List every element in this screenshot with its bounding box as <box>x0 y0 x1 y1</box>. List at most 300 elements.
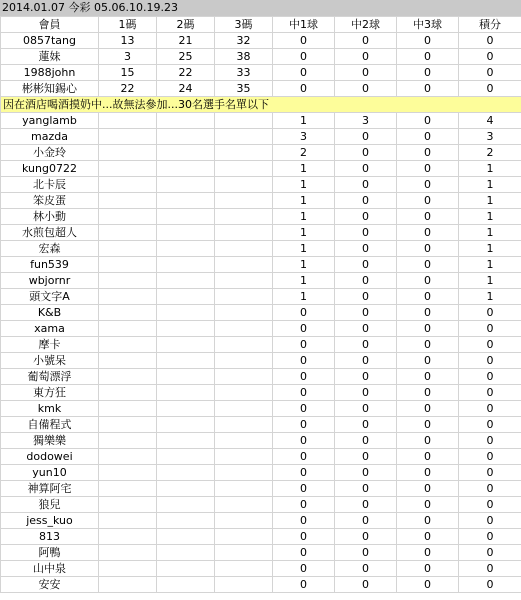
value-cell: 0 <box>335 433 397 449</box>
member-name-cell: 813 <box>1 529 99 545</box>
value-cell: 21 <box>157 33 215 49</box>
member-name-cell: 林小動 <box>1 209 99 225</box>
value-cell: 0 <box>397 129 459 145</box>
member-name-cell: 摩卡 <box>1 337 99 353</box>
value-cell <box>99 497 157 513</box>
value-cell: 1 <box>459 193 521 209</box>
note-section <box>1 97 521 113</box>
value-cell <box>99 289 157 305</box>
member-name-cell: 獨樂樂 <box>1 433 99 449</box>
value-cell <box>215 529 273 545</box>
value-cell <box>157 529 215 545</box>
value-cell <box>157 113 215 129</box>
value-cell: 0 <box>335 337 397 353</box>
value-cell: 0 <box>273 545 335 561</box>
value-cell: 22 <box>157 65 215 81</box>
value-cell <box>215 305 273 321</box>
value-cell: 0 <box>397 369 459 385</box>
value-cell: 0 <box>459 577 521 593</box>
col-header-code2: 2碼 <box>157 17 215 33</box>
value-cell: 0 <box>273 305 335 321</box>
value-cell <box>157 321 215 337</box>
value-cell: 0 <box>335 145 397 161</box>
value-cell <box>215 513 273 529</box>
value-cell <box>157 209 215 225</box>
value-cell <box>99 513 157 529</box>
value-cell <box>157 417 215 433</box>
value-cell: 0 <box>335 545 397 561</box>
value-cell <box>99 385 157 401</box>
value-cell <box>215 481 273 497</box>
value-cell: 0 <box>459 561 521 577</box>
value-cell: 0 <box>459 529 521 545</box>
value-cell: 0 <box>335 369 397 385</box>
value-cell <box>99 193 157 209</box>
value-cell <box>99 337 157 353</box>
member-name-cell: 東方狂 <box>1 385 99 401</box>
table-row <box>1 81 521 97</box>
member-name-cell: 蓮妹 <box>1 49 99 65</box>
value-cell: 0 <box>273 433 335 449</box>
value-cell <box>157 545 215 561</box>
table-row <box>1 193 521 209</box>
table-row <box>1 401 521 417</box>
value-cell: 0 <box>459 65 521 81</box>
table-row <box>1 65 521 81</box>
value-cell: 0 <box>335 225 397 241</box>
value-cell <box>99 577 157 593</box>
value-cell <box>215 417 273 433</box>
value-cell: 0 <box>335 241 397 257</box>
value-cell <box>99 353 157 369</box>
col-header-hit3: 中3球 <box>397 17 459 33</box>
value-cell: 0 <box>273 81 335 97</box>
value-cell <box>215 241 273 257</box>
value-cell <box>215 369 273 385</box>
value-cell <box>215 289 273 305</box>
value-cell <box>215 465 273 481</box>
value-cell: 0 <box>335 33 397 49</box>
value-cell: 0 <box>397 161 459 177</box>
value-cell: 0 <box>397 209 459 225</box>
value-cell: 1 <box>273 177 335 193</box>
bottom-rows <box>1 113 521 593</box>
value-cell <box>99 417 157 433</box>
value-cell: 0 <box>459 449 521 465</box>
member-name-cell: K&B <box>1 305 99 321</box>
value-cell <box>215 497 273 513</box>
value-cell <box>99 145 157 161</box>
value-cell: 0 <box>397 481 459 497</box>
value-cell: 1 <box>273 257 335 273</box>
member-name-cell: xama <box>1 321 99 337</box>
table-row <box>1 145 521 161</box>
value-cell: 0 <box>397 241 459 257</box>
value-cell <box>99 561 157 577</box>
value-cell: 0 <box>459 497 521 513</box>
value-cell <box>157 401 215 417</box>
member-name-cell: fun539 <box>1 257 99 273</box>
col-header-code3: 3碼 <box>215 17 273 33</box>
value-cell: 25 <box>157 49 215 65</box>
value-cell: 1 <box>273 209 335 225</box>
value-cell: 3 <box>273 129 335 145</box>
value-cell <box>157 353 215 369</box>
col-header-points: 積分 <box>459 17 521 33</box>
value-cell <box>157 497 215 513</box>
value-cell: 0 <box>397 417 459 433</box>
member-name-cell: 宏森 <box>1 241 99 257</box>
value-cell <box>99 401 157 417</box>
value-cell: 1 <box>459 209 521 225</box>
table-row <box>1 481 521 497</box>
value-cell: 0 <box>273 417 335 433</box>
member-name-cell: 山中泉 <box>1 561 99 577</box>
value-cell: 0 <box>397 577 459 593</box>
value-cell: 0 <box>397 305 459 321</box>
value-cell: 0 <box>273 385 335 401</box>
value-cell <box>215 273 273 289</box>
top-rows <box>1 33 521 97</box>
member-name-cell: 安安 <box>1 577 99 593</box>
member-name-cell: 小金玲 <box>1 145 99 161</box>
value-cell <box>215 161 273 177</box>
table-row <box>1 305 521 321</box>
table-row <box>1 129 521 145</box>
value-cell <box>215 145 273 161</box>
value-cell <box>157 465 215 481</box>
value-cell: 1 <box>273 241 335 257</box>
value-cell <box>99 545 157 561</box>
value-cell: 15 <box>99 65 157 81</box>
value-cell <box>215 193 273 209</box>
value-cell: 0 <box>459 337 521 353</box>
value-cell <box>215 257 273 273</box>
value-cell: 0 <box>273 401 335 417</box>
value-cell: 0 <box>397 113 459 129</box>
note-row <box>1 97 521 113</box>
value-cell <box>157 513 215 529</box>
member-name-cell: mazda <box>1 129 99 145</box>
value-cell: 1 <box>273 289 335 305</box>
value-cell <box>157 289 215 305</box>
value-cell: 0 <box>397 497 459 513</box>
value-cell: 0 <box>273 497 335 513</box>
value-cell: 0 <box>397 145 459 161</box>
value-cell: 1 <box>459 177 521 193</box>
value-cell: 0 <box>335 577 397 593</box>
table-row <box>1 385 521 401</box>
value-cell: 0 <box>459 481 521 497</box>
value-cell: 0 <box>335 161 397 177</box>
table-row <box>1 561 521 577</box>
table-row <box>1 465 521 481</box>
value-cell: 0 <box>397 193 459 209</box>
value-cell: 3 <box>99 49 157 65</box>
value-cell: 0 <box>273 513 335 529</box>
value-cell: 33 <box>215 65 273 81</box>
value-cell: 0 <box>335 513 397 529</box>
value-cell <box>157 273 215 289</box>
value-cell: 0 <box>273 369 335 385</box>
value-cell: 0 <box>273 33 335 49</box>
value-cell: 0 <box>459 353 521 369</box>
value-cell <box>99 129 157 145</box>
value-cell: 0 <box>459 401 521 417</box>
value-cell: 0 <box>335 465 397 481</box>
member-name-cell: 小號呆 <box>1 353 99 369</box>
value-cell <box>99 321 157 337</box>
table-row <box>1 529 521 545</box>
table-row <box>1 241 521 257</box>
value-cell: 0 <box>459 465 521 481</box>
value-cell: 0 <box>273 337 335 353</box>
table-row <box>1 497 521 513</box>
value-cell <box>99 113 157 129</box>
value-cell <box>99 209 157 225</box>
value-cell <box>157 257 215 273</box>
table-row <box>1 321 521 337</box>
value-cell <box>99 433 157 449</box>
value-cell: 0 <box>335 321 397 337</box>
value-cell <box>157 577 215 593</box>
value-cell <box>215 449 273 465</box>
value-cell: 0 <box>335 49 397 65</box>
value-cell: 4 <box>459 113 521 129</box>
value-cell: 0 <box>397 49 459 65</box>
value-cell <box>99 257 157 273</box>
value-cell: 35 <box>215 81 273 97</box>
value-cell: 0 <box>335 305 397 321</box>
member-name-cell: 自備程式 <box>1 417 99 433</box>
member-name-cell: 阿鴨 <box>1 545 99 561</box>
value-cell: 0 <box>397 353 459 369</box>
value-cell <box>99 369 157 385</box>
value-cell: 0 <box>397 449 459 465</box>
value-cell <box>157 337 215 353</box>
value-cell <box>99 529 157 545</box>
value-cell <box>215 337 273 353</box>
value-cell: 0 <box>335 81 397 97</box>
value-cell: 0 <box>397 225 459 241</box>
value-cell: 1 <box>459 161 521 177</box>
value-cell: 0 <box>397 545 459 561</box>
member-name-cell: dodowei <box>1 449 99 465</box>
table-row <box>1 177 521 193</box>
title-bar <box>0 0 521 17</box>
member-name-cell: jess_kuo <box>1 513 99 529</box>
value-cell <box>99 481 157 497</box>
value-cell: 0 <box>273 321 335 337</box>
value-cell: 0 <box>273 577 335 593</box>
value-cell: 0 <box>397 81 459 97</box>
value-cell: 0 <box>335 401 397 417</box>
value-cell: 0 <box>397 65 459 81</box>
table-row <box>1 257 521 273</box>
member-name-cell: 狼兒 <box>1 497 99 513</box>
value-cell: 24 <box>157 81 215 97</box>
value-cell <box>157 369 215 385</box>
note-text: 因在酒店喝酒摸奶中...故無法參加...30名選手名單以下 <box>1 97 521 113</box>
member-name-cell: yanglamb <box>1 113 99 129</box>
value-cell: 0 <box>459 33 521 49</box>
value-cell: 0 <box>397 529 459 545</box>
member-name-cell: kung0722 <box>1 161 99 177</box>
value-cell: 0 <box>273 465 335 481</box>
member-name-cell: yun10 <box>1 465 99 481</box>
table-row <box>1 49 521 65</box>
value-cell <box>157 177 215 193</box>
value-cell: 1 <box>459 289 521 305</box>
value-cell <box>99 449 157 465</box>
value-cell: 0 <box>335 529 397 545</box>
value-cell: 2 <box>273 145 335 161</box>
value-cell: 0 <box>335 129 397 145</box>
value-cell <box>157 145 215 161</box>
value-cell <box>157 241 215 257</box>
value-cell: 1 <box>459 257 521 273</box>
table-row <box>1 577 521 593</box>
value-cell: 3 <box>335 113 397 129</box>
value-cell: 1 <box>459 273 521 289</box>
table-row <box>1 289 521 305</box>
value-cell: 0 <box>335 353 397 369</box>
table-row <box>1 433 521 449</box>
value-cell: 0 <box>459 49 521 65</box>
value-cell <box>157 129 215 145</box>
value-cell: 1 <box>273 113 335 129</box>
value-cell: 0 <box>273 481 335 497</box>
value-cell: 0 <box>459 369 521 385</box>
value-cell: 1 <box>273 161 335 177</box>
value-cell <box>215 561 273 577</box>
table-row <box>1 417 521 433</box>
value-cell: 0 <box>273 561 335 577</box>
value-cell <box>157 449 215 465</box>
value-cell <box>99 273 157 289</box>
table-row <box>1 513 521 529</box>
value-cell: 0 <box>273 49 335 65</box>
value-cell: 0 <box>335 481 397 497</box>
sheet-title: 2014.01.07 今彩 05.06.10.19.23 <box>2 1 178 14</box>
value-cell: 0 <box>273 65 335 81</box>
value-cell: 1 <box>459 225 521 241</box>
value-cell: 0 <box>397 289 459 305</box>
value-cell: 0 <box>397 337 459 353</box>
value-cell: 0 <box>273 529 335 545</box>
value-cell: 0 <box>397 465 459 481</box>
value-cell: 0 <box>459 385 521 401</box>
value-cell: 0 <box>335 177 397 193</box>
value-cell <box>215 209 273 225</box>
table-row <box>1 449 521 465</box>
value-cell <box>215 577 273 593</box>
value-cell: 1 <box>273 225 335 241</box>
value-cell: 0 <box>335 273 397 289</box>
value-cell: 0 <box>335 209 397 225</box>
member-name-cell: 葡萄漂浮 <box>1 369 99 385</box>
value-cell <box>157 225 215 241</box>
value-cell: 0 <box>397 321 459 337</box>
value-cell: 1 <box>273 193 335 209</box>
table-row <box>1 161 521 177</box>
table-row <box>1 225 521 241</box>
value-cell <box>215 353 273 369</box>
value-cell: 0 <box>459 321 521 337</box>
value-cell: 0 <box>335 289 397 305</box>
value-cell <box>215 113 273 129</box>
value-cell <box>215 321 273 337</box>
value-cell <box>157 385 215 401</box>
value-cell: 0 <box>335 385 397 401</box>
col-header-code1: 1碼 <box>99 17 157 33</box>
value-cell: 0 <box>335 65 397 81</box>
value-cell: 0 <box>335 449 397 465</box>
value-cell <box>99 465 157 481</box>
header-row <box>1 17 521 33</box>
member-name-cell: 水煎包超人 <box>1 225 99 241</box>
value-cell <box>215 385 273 401</box>
member-name-cell: kmk <box>1 401 99 417</box>
value-cell <box>215 545 273 561</box>
member-name-cell: 0857tang <box>1 33 99 49</box>
value-cell: 0 <box>459 545 521 561</box>
value-cell: 0 <box>397 273 459 289</box>
member-name-cell: wbjornr <box>1 273 99 289</box>
value-cell: 1 <box>273 273 335 289</box>
table-row <box>1 337 521 353</box>
value-cell <box>99 225 157 241</box>
col-header-member: 會員 <box>1 17 99 33</box>
value-cell: 0 <box>335 417 397 433</box>
value-cell <box>99 241 157 257</box>
value-cell: 13 <box>99 33 157 49</box>
value-cell <box>215 401 273 417</box>
value-cell: 38 <box>215 49 273 65</box>
value-cell: 0 <box>397 257 459 273</box>
value-cell <box>215 433 273 449</box>
value-cell: 0 <box>397 385 459 401</box>
value-cell: 0 <box>397 561 459 577</box>
value-cell <box>157 561 215 577</box>
value-cell: 3 <box>459 129 521 145</box>
value-cell <box>157 481 215 497</box>
value-cell <box>99 305 157 321</box>
value-cell: 0 <box>397 513 459 529</box>
value-cell: 0 <box>459 305 521 321</box>
col-header-hit1: 中1球 <box>273 17 335 33</box>
value-cell: 0 <box>397 433 459 449</box>
value-cell <box>157 433 215 449</box>
value-cell: 0 <box>459 81 521 97</box>
value-cell: 0 <box>335 561 397 577</box>
value-cell: 0 <box>459 417 521 433</box>
value-cell: 0 <box>335 497 397 513</box>
value-cell: 0 <box>397 401 459 417</box>
value-cell: 0 <box>397 33 459 49</box>
value-cell: 0 <box>397 177 459 193</box>
value-cell <box>99 177 157 193</box>
member-name-cell: 笨皮蛋 <box>1 193 99 209</box>
col-header-hit2: 中2球 <box>335 17 397 33</box>
value-cell <box>215 225 273 241</box>
value-cell: 0 <box>459 513 521 529</box>
value-cell: 0 <box>273 353 335 369</box>
value-cell: 0 <box>335 257 397 273</box>
value-cell: 0 <box>459 433 521 449</box>
value-cell <box>215 177 273 193</box>
value-cell: 22 <box>99 81 157 97</box>
